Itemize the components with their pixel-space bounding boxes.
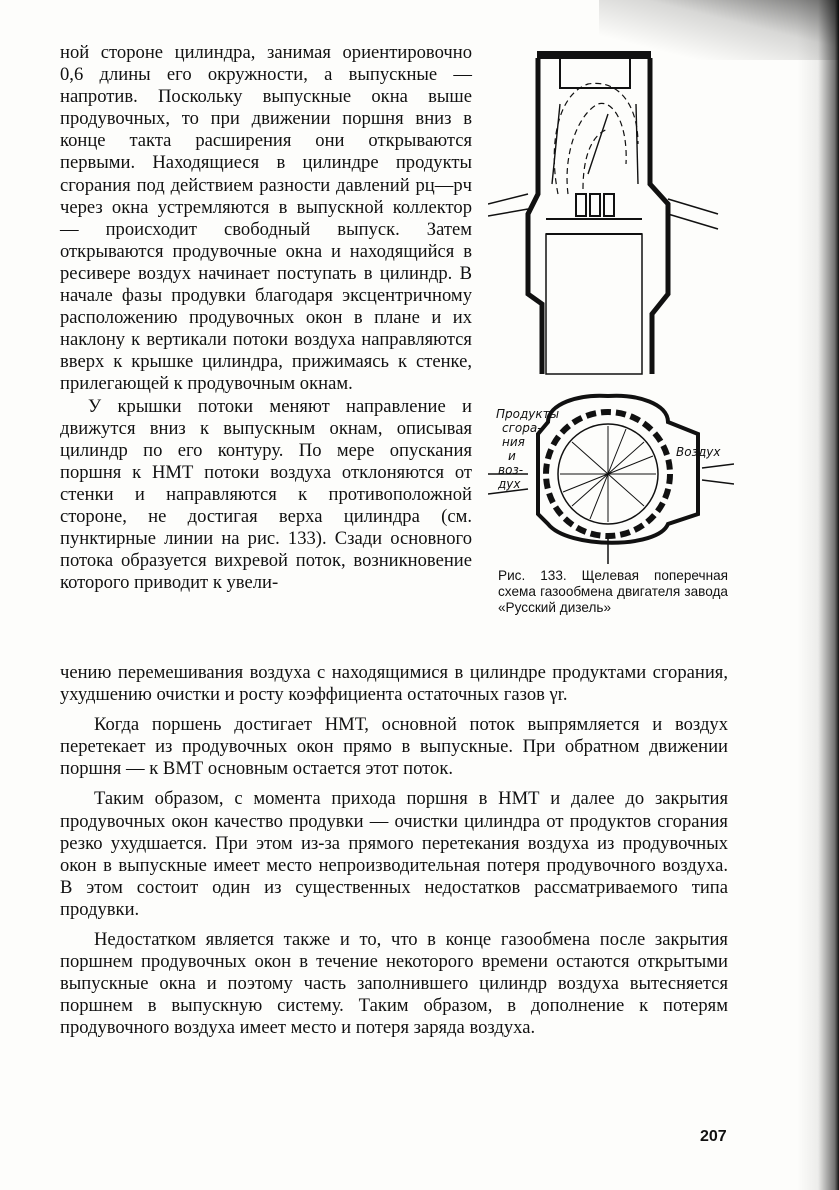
figure-label-air-right: Воздух bbox=[676, 445, 721, 459]
figure-label-and: и bbox=[508, 449, 516, 463]
figure-caption bbox=[498, 568, 728, 617]
paragraph-4: Когда поршень достигает НМТ, основной поток выпрямляется и воздух перетекает из продувочных окон прямо в выпускные. При обратном движении поршня — к ВМТ основным остается этот поток. bbox=[60, 714, 728, 780]
caption-text: Щелевая поперечная схема газообмена двигателя завода «Русский дизель» bbox=[498, 568, 728, 616]
figure-label-air-2: дух bbox=[498, 477, 521, 491]
paragraph-5: Таким образом, с момента прихода поршня в НМТ и далее до закрытия продувочных окон качество продувки — очистки цилиндра от продуктов сгорания резко ухудшается. При этом из-за прямого перетекания воздуха из продувочных окон в выпускные имеет место непроизводительная потеря продувочного воздуха. В этом состоит один из существенных недостатков рассматриваемого типа продувки. bbox=[60, 788, 728, 920]
figure-label-products-3: ния bbox=[502, 435, 525, 449]
caption-label: Рис. 133. bbox=[498, 568, 567, 583]
flow-lines bbox=[554, 83, 638, 194]
paragraph-2: У крышки потоки меняют направление и движутся вниз к выпускным окнам, описывая цилиндр по его контуру. По мере опускания поршня к НМТ потоки воздуха отклоняются от стенки и направляются к противоположной стороне, не достигая верха цилиндра (см. пунктирные линии на рис. 133). Сзади основного потока образуется вихревой поток, возникновение которого приводит к увели- bbox=[60, 395, 472, 594]
text-column-top bbox=[60, 42, 472, 594]
figure-label-products: Продукты bbox=[496, 407, 560, 421]
figure-133 bbox=[488, 44, 734, 644]
text-column-full bbox=[60, 662, 728, 1040]
scan-shadow-right bbox=[797, 0, 839, 1190]
figure-label-air-1: воз- bbox=[498, 463, 524, 477]
page-number: 207 bbox=[700, 1128, 727, 1145]
paragraph-3: чению перемешивания воздуха с находящимися в цилиндре продуктами сгорания, ухудшению очистки и росту коэффициента остаточных газов γr. bbox=[60, 662, 728, 706]
figure-label-products-2: сгора- bbox=[502, 421, 542, 435]
cylinder-section bbox=[488, 52, 718, 374]
gas-exchange-diagram bbox=[488, 44, 734, 564]
paragraph-1: ной стороне цилиндра, занимая ориентировочно 0,6 длины его окружности, а выпускные — напротив. Поскольку выпускные окна выше продувочных, то при движении поршня вниз в конце такта расширения они открываются первыми. Находящиеся в цилиндре продукты сгорания под действием разности давлений pц—pч через окна устремляются в выпускной коллектор — происходит свободный выпуск. Затем открываются продувочные окна и находящийся в ресивере воздух начинает поступать в цилиндр. В начале фазы продувки благодаря эксцентричному расположению продувочных окон в плане и их наклону к вертикали потоки воздуха направляются вверх к крышке цилиндра, прижимаясь к стенке, прилегающей к продувочным окнам. bbox=[60, 42, 472, 395]
paragraph-6: Недостатком является также и то, что в конце газообмена после закрытия поршнем продувочных окон в течение некоторого времени остаются открытыми выпускные окна и поэтому часть заполнившего цилиндр воздуха вытесняется поршнем в выпускную систему. Таким образом, в дополнение к потерям продувочного воздуха имеет место и потеря заряда воздуха. bbox=[60, 929, 728, 1039]
